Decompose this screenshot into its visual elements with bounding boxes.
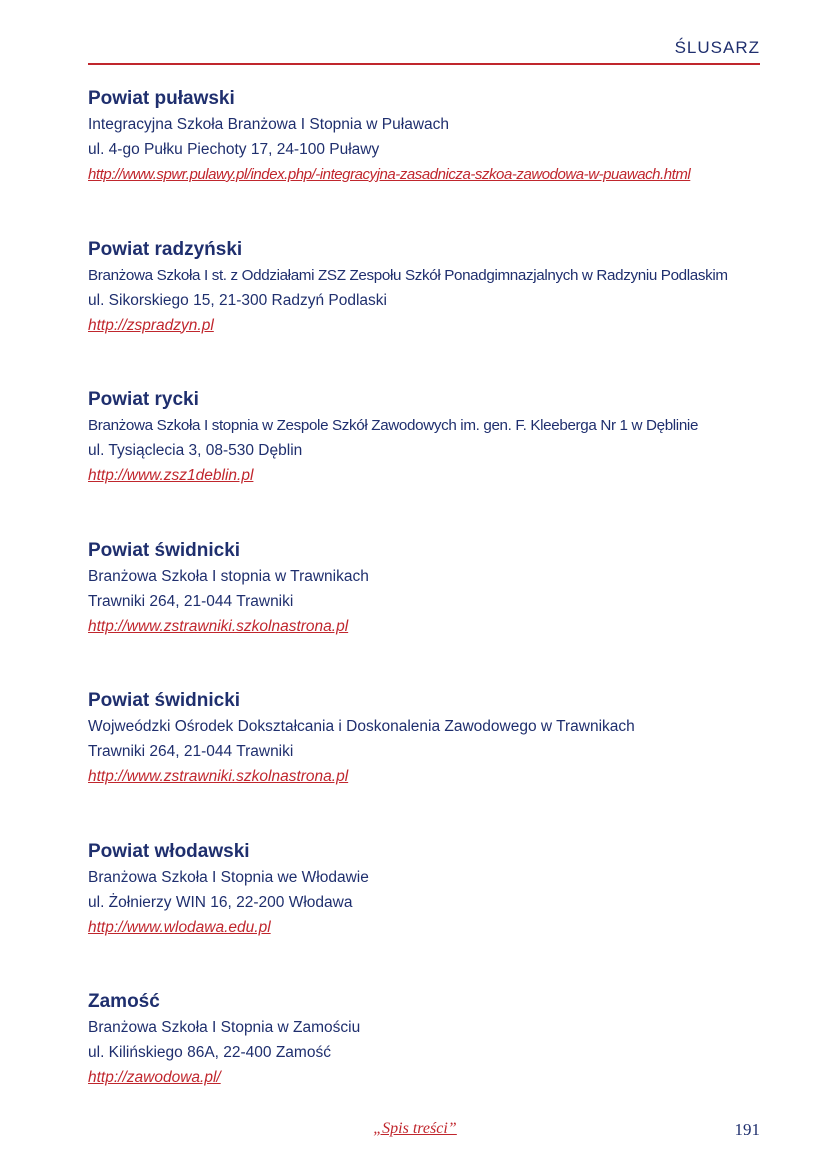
- school-link[interactable]: http://www.zstrawniki.szkolnastrona.pl: [88, 768, 349, 785]
- page-number: 191: [734, 1120, 760, 1139]
- school-entry: [88, 989, 768, 1140]
- entry-title: Zamość: [88, 991, 160, 1012]
- school-entry: [88, 839, 768, 990]
- school-list: [88, 86, 768, 1140]
- school-address: ul. Sikorskiego 15, 21-300 Radzyń Podlaski: [88, 291, 387, 309]
- school-link[interactable]: http://www.zstrawniki.szkolnastrona.pl: [88, 617, 349, 635]
- school-entry: [88, 387, 768, 538]
- school-name: Branżowa Szkoła I stopnia w Trawnikach: [88, 567, 369, 585]
- school-entry: [88, 86, 768, 237]
- school-name: Branżowa Szkoła I stopnia w Zespole Szkół Zawodowych im. gen. F. Kleeberga Nr 1 w Dęblinie: [88, 417, 699, 434]
- school-name: Branżowa Szkoła I Stopnia we Włodawie: [88, 868, 369, 886]
- school-entry: [88, 237, 768, 388]
- school-link[interactable]: http://www.spwr.pulawy.pl/index.php/-integracyjna-zasadnicza-szkoa-zawodowa-w-puawach.html: [88, 166, 691, 183]
- entry-title: Powiat świdnicki: [88, 539, 241, 561]
- school-entry: [88, 538, 768, 689]
- entry-title: Powiat radzyński: [88, 238, 243, 260]
- school-address: ul. Żołnierzy WIN 16, 22-200 Włodawa: [88, 893, 353, 911]
- school-address: ul. Kilińskiego 86A, 22-400 Zamość: [88, 1044, 331, 1061]
- school-address: ul. 4-go Pułku Piechoty 17, 24-100 Puławy: [88, 141, 380, 158]
- entry-title: Powiat świdnicki: [88, 690, 241, 711]
- school-address: ul. Tysiąclecia 3, 08-530 Dęblin: [88, 442, 303, 459]
- school-address: Trawniki 264, 21-044 Trawniki: [88, 743, 294, 760]
- school-link[interactable]: http://www.wlodawa.edu.pl: [88, 918, 271, 936]
- table-of-contents-link[interactable]: [0, 1120, 830, 1138]
- school-name: Integracyjna Szkoła Branżowa I Stopnia w Puławach: [88, 116, 450, 133]
- school-address: Trawniki 264, 21-044 Trawniki: [88, 592, 294, 610]
- entry-title: Powiat rycki: [88, 389, 199, 410]
- school-link[interactable]: http://www.zsz1deblin.pl: [88, 467, 254, 484]
- entry-title: Powiat puławski: [88, 88, 235, 109]
- school-name: Branżowa Szkoła I Stopnia w Zamościu: [88, 1019, 361, 1036]
- entry-title: Powiat włodawski: [88, 840, 250, 862]
- toc-link-label[interactable]: „Spis treści”: [373, 1120, 457, 1137]
- school-link[interactable]: http://zspradzyn.pl: [88, 316, 214, 334]
- chapter-title: ŚLUSARZ: [674, 38, 760, 57]
- school-name: Branżowa Szkoła I st. z Oddziałami ZSZ Zespołu Szkół Ponadgimnazjalnych w Radzyniu Podlaskim: [88, 266, 728, 284]
- school-link[interactable]: http://zawodowa.pl/: [88, 1069, 221, 1086]
- school-entry: [88, 688, 768, 839]
- school-name: Wojweódzki Ośrodek Dokształcania i Doskonalenia Zawodowego w Trawnikach: [88, 718, 635, 735]
- header-divider: [88, 63, 760, 65]
